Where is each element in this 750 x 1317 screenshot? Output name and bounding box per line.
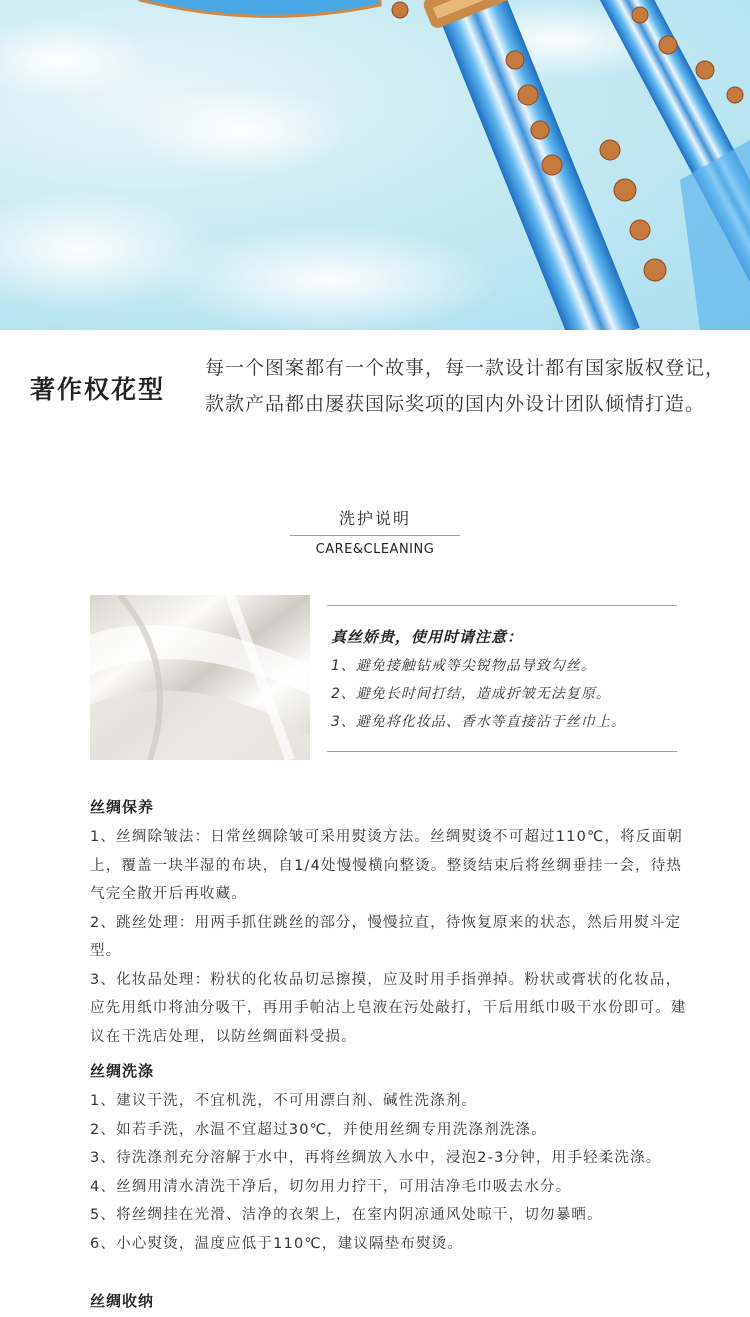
maintenance-paragraph: 2、跳丝处理：用两手抓住跳丝的部分，慢慢拉直，待恢复原来的状态，然后用熨斗定型。 — [90, 914, 682, 959]
silk-storage-section — [90, 1290, 690, 1317]
washing-paragraph: 1、建议干洗，不宜机洗，不可用漂白剂、碱性洗涤剂。 — [90, 1093, 478, 1109]
washing-paragraph: 6、小心熨烫，温度应低于110℃，建议隔垫布熨烫。 — [90, 1235, 464, 1252]
storage-title: 丝绸收纳 — [90, 1292, 155, 1310]
notes-heading: 真丝娇贵，使用时请注意： — [331, 628, 524, 646]
silk-maintenance-section — [90, 796, 690, 1051]
silk-notes-box — [327, 605, 677, 752]
maintenance-title: 丝绸保养 — [90, 798, 155, 816]
silk-fabric-image — [90, 595, 310, 760]
copyright-title: 著作权花型 — [30, 375, 166, 404]
care-title-en: CARE&CLEANING — [315, 542, 435, 557]
care-title-divider — [290, 535, 460, 536]
silk-fabric-graphic — [90, 595, 310, 760]
notes-item: 2、避免长时间打结，造成折皱无法复原。 — [331, 686, 611, 702]
washing-paragraph: 4、丝绸用清水清洗干净后，切勿用力拧干，可用洁净毛巾吸去水分。 — [90, 1178, 572, 1195]
care-title-cn: 洗护说明 — [338, 509, 411, 528]
silk-washing-section — [90, 1060, 690, 1258]
washing-paragraph: 2、如若手洗，水温不宜超过30℃，并使用丝绸专用洗涤剂洗涤。 — [90, 1121, 547, 1138]
care-header — [290, 506, 460, 557]
washing-paragraph: 5、将丝绸挂在光滑、洁净的衣架上，在室内阴凉通风处晾干，切勿暴晒。 — [90, 1207, 603, 1223]
scarf-artwork-image — [0, 0, 750, 330]
copyright-pattern-section — [0, 330, 750, 470]
copyright-description: 每一个图案都有一个故事，每一款设计都有国家版权登记，款款产品都由屡获国际奖项的国内外设计团队倾情打造。 — [205, 357, 726, 415]
notes-item: 3、避免将化妆品、香水等直接沾于丝巾上。 — [331, 714, 626, 730]
maintenance-paragraph: 1、丝绸除皱法：日常丝绸除皱可采用熨烫方法。丝绸熨烫不可超过110℃，将反面朝上，覆盖一块半湿的布块，自1/4处慢慢横向整烫。整烫结束后将丝绸垂挂一会，待热气完全散开后再收藏。 — [90, 829, 683, 902]
notes-item: 1、避免接触钻戒等尖锐物品导致勾丝。 — [331, 658, 596, 674]
maintenance-paragraph: 3、化妆品处理：粉状的化妆品切忌擦摸，应及时用手指弹掉。粉状或膏状的化妆品，应先用纸巾将油分吸干，再用手帕沾上皂液在污处敲打，干后用纸巾吸干水份即可。建议在干洗店处理，以防丝绸面料受损。 — [90, 971, 687, 1045]
scarf-pattern-graphic — [0, 0, 750, 330]
washing-title: 丝绸洗涤 — [90, 1062, 155, 1080]
washing-paragraph: 3、待洗涤剂充分溶解于水中，再将丝绸放入水中，浸泡2-3分钟，用手轻柔洗涤。 — [90, 1150, 662, 1166]
